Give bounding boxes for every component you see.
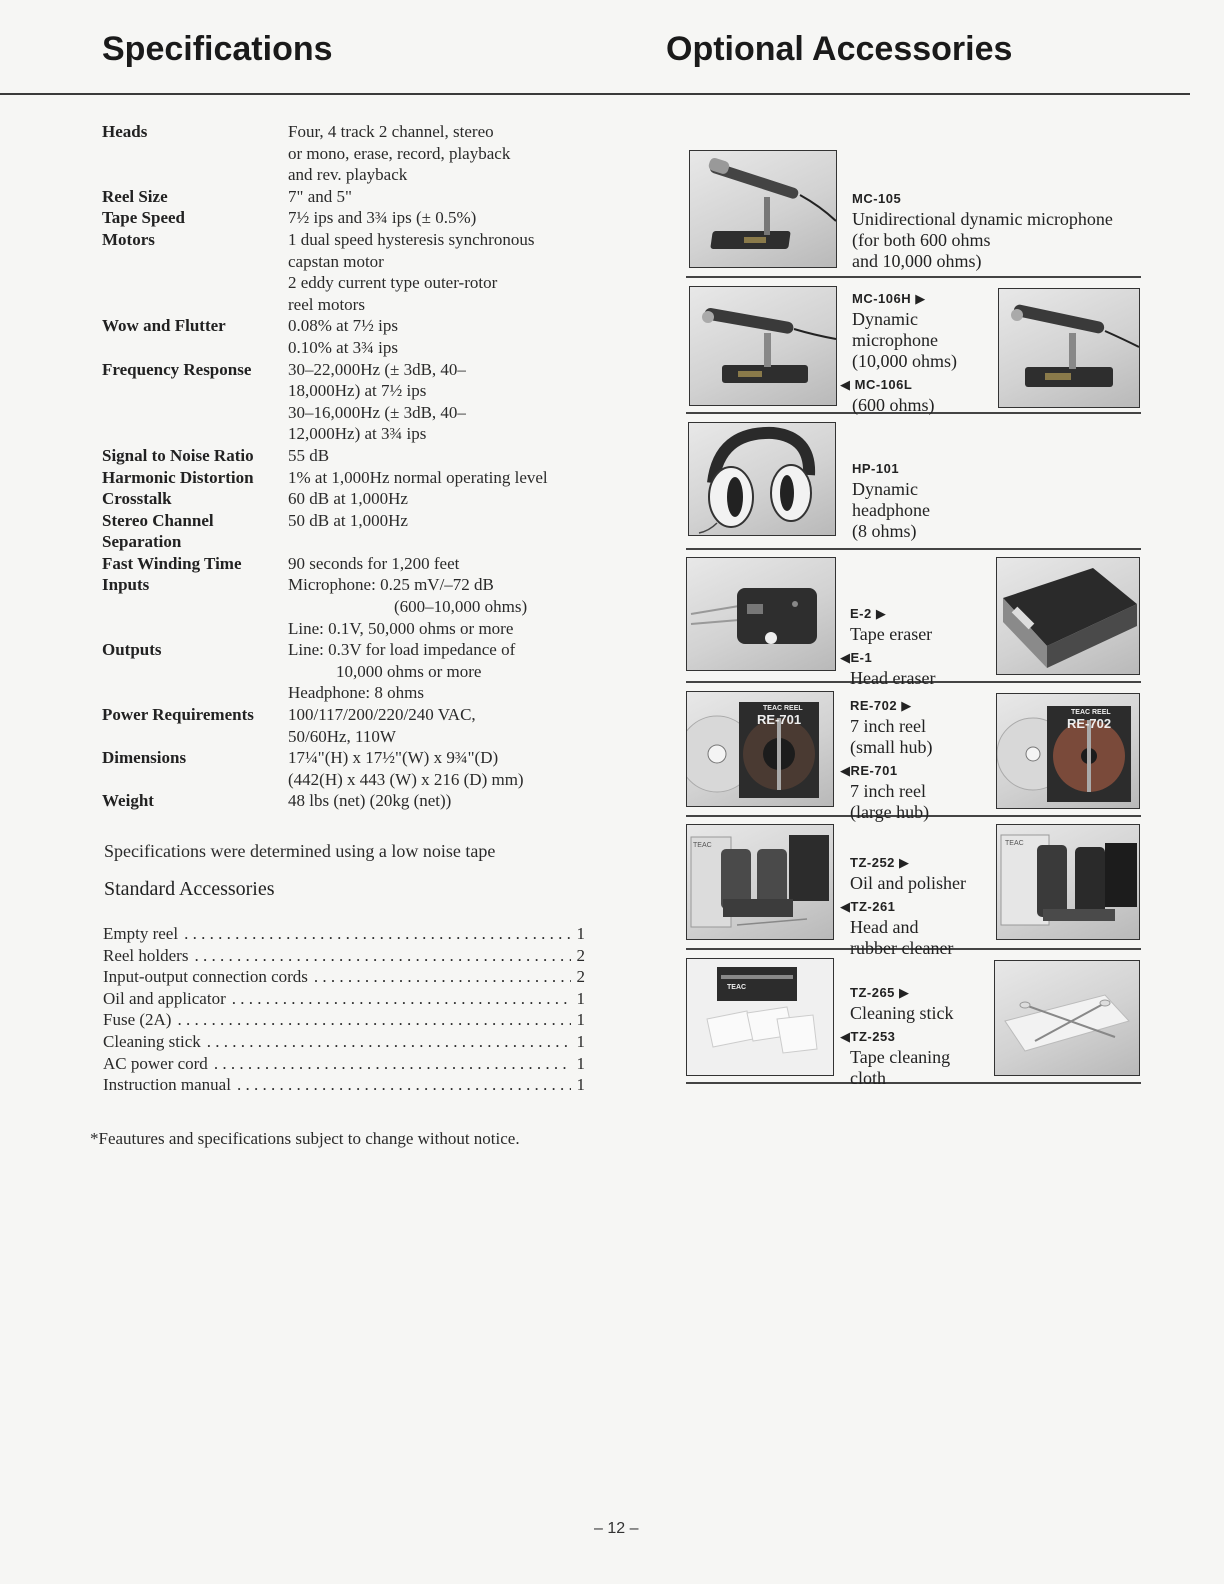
- reel-box-model: RE-702: [1067, 716, 1112, 731]
- microphone-icon: [999, 289, 1139, 407]
- headphone-icon: [689, 423, 835, 535]
- leader-dots: [314, 966, 571, 988]
- description-line: Oil and polisher: [850, 873, 966, 893]
- accessory-cleaners: [686, 822, 1141, 958]
- microphone-icon: [690, 287, 836, 405]
- microphone-photo: [689, 150, 837, 268]
- spec-label: [102, 510, 288, 553]
- spec-label: Power Requirements: [102, 705, 254, 725]
- model-code: MC-106H ▶: [852, 291, 926, 306]
- spec-label: Signal to Noise Ratio: [102, 445, 254, 465]
- spec-line: 30–16,000Hz (± 3dB, 40–: [288, 402, 466, 422]
- spec-row-inputs: [102, 574, 622, 639]
- spec-line: 100/117/200/220/240 VAC,: [288, 705, 476, 725]
- footnote: *Feautures and specifications subject to change without notice.: [90, 1129, 520, 1148]
- accessory-text: [840, 601, 936, 689]
- reel-icon: [997, 694, 1139, 808]
- spec-value: [288, 121, 622, 186]
- item-name: AC power cord: [103, 1053, 208, 1073]
- description-line: and 10,000 ohms): [852, 251, 982, 271]
- item-name: Instruction manual: [103, 1075, 231, 1095]
- description-line: (large hub): [850, 802, 930, 822]
- spec-row-signal-noise: [102, 445, 622, 467]
- spec-line: capstan motor: [288, 251, 384, 271]
- accessory-eraser: [686, 555, 1141, 688]
- description-line: (600 ohms): [852, 395, 935, 415]
- item-name: Fuse (2A): [103, 1010, 172, 1030]
- model-code: ◀RE-701: [840, 763, 898, 778]
- list-item: [103, 1074, 585, 1096]
- item-name: Cleaning stick: [103, 1031, 201, 1051]
- specifications-table: [102, 121, 622, 812]
- item-qty: 1: [576, 988, 585, 1008]
- leader-dots: [207, 1031, 571, 1053]
- leader-dots: [237, 1074, 571, 1096]
- model-code: ◀ MC-106L: [840, 377, 913, 392]
- item-name: Oil and applicator: [103, 988, 226, 1008]
- polisher-kit-photo: [996, 824, 1140, 940]
- reel-photo-re-702: [996, 693, 1140, 809]
- spec-value: [288, 445, 622, 467]
- spec-label: Weight: [102, 791, 154, 811]
- model-code: MC-105: [852, 191, 902, 206]
- accessory-cleaning-stick: [686, 956, 1141, 1088]
- headphone-photo: [688, 422, 836, 536]
- model-code: E-2 ▶: [850, 606, 887, 621]
- accessory-mc-106: [686, 284, 1141, 414]
- reel-box-brand: TEAC REEL: [763, 705, 803, 712]
- spec-row-dimensions: [102, 747, 622, 790]
- spec-label: Tape Speed: [102, 208, 185, 228]
- list-item: [103, 1053, 585, 1075]
- standard-accessories-title: Standard Accessories: [104, 878, 275, 900]
- spec-value: [288, 315, 622, 358]
- leader-dots: [177, 1009, 570, 1031]
- spec-value: [288, 574, 622, 639]
- reel-photo-re-701: [686, 691, 834, 807]
- spec-line: (442(H) x 443 (W) x 216 (D) mm): [288, 769, 524, 789]
- page-number: – 12 –: [594, 1520, 639, 1537]
- spec-line: 12,000Hz) at 3¾ ips: [288, 424, 427, 444]
- list-item: [103, 945, 585, 967]
- spec-line: 18,000Hz) at 7½ ips: [288, 381, 427, 401]
- kit-brand: TEAC: [727, 984, 747, 991]
- microphone-photo: [689, 286, 837, 406]
- reel-icon: [687, 692, 833, 806]
- spec-label: Wow and Flutter: [102, 316, 226, 336]
- leader-dots: [194, 945, 570, 967]
- spec-line: 0.08% at 7½ ips: [288, 316, 399, 336]
- spec-value: [288, 229, 622, 315]
- standard-accessories-list: [103, 923, 585, 1096]
- spec-row-crosstalk: [102, 488, 622, 510]
- spec-row-fast-winding: [102, 553, 622, 575]
- spec-row-harmonic-distortion: [102, 467, 622, 489]
- description-line: Head eraser: [850, 668, 936, 688]
- spec-row-tape-speed: [102, 207, 622, 229]
- spec-line: Microphone: 0.25 mV/–72 dB: [288, 575, 494, 595]
- spec-line: 17¼"(H) x 17½"(W) x 9¾"(D): [288, 748, 499, 768]
- spec-value: [288, 359, 622, 445]
- spec-line: reel motors: [288, 294, 365, 314]
- spec-line: or mono, erase, record, playback: [288, 143, 511, 163]
- accessory-text: [852, 186, 1113, 272]
- spec-line: 55 dB: [288, 445, 330, 465]
- accessory-reels: [686, 689, 1141, 822]
- microphone-icon: [690, 151, 836, 267]
- list-item: [103, 1031, 585, 1053]
- spec-row-frequency-response: [102, 359, 622, 445]
- cleaner-kit-photo: [686, 824, 834, 940]
- spec-row-channel-separation: [102, 510, 622, 553]
- cleaning-stick-icon: [995, 961, 1139, 1075]
- description-line: cloth: [850, 1068, 886, 1088]
- leader-dots: [184, 923, 570, 945]
- spec-row-power: [102, 704, 622, 747]
- kit-brand: TEAC: [1005, 840, 1024, 847]
- spec-label: Fast Winding Time: [102, 553, 242, 573]
- accessory-text: [840, 850, 966, 959]
- item-qty: 2: [576, 945, 585, 965]
- description-line: headphone: [852, 500, 930, 520]
- spec-label-line: Stereo Channel: [102, 510, 214, 530]
- item-name: Empty reel: [103, 924, 179, 943]
- spec-line: 10,000 ohms or more: [336, 661, 482, 681]
- list-item: [103, 1009, 585, 1031]
- list-item: [103, 923, 585, 945]
- description-line: 7 inch reel: [850, 781, 926, 801]
- cleaning-stick-photo: [994, 960, 1140, 1076]
- accessory-hp-101: [686, 420, 1141, 550]
- spec-line: Line: 0.3V for load impedance of: [288, 640, 516, 660]
- description-line: 7 inch reel: [850, 716, 926, 736]
- spec-line: Four, 4 track 2 channel, stereo: [288, 122, 494, 141]
- spec-line: 1% at 1,000Hz normal operating level: [288, 467, 548, 487]
- spec-line: 2 eddy current type outer-rotor: [288, 273, 498, 293]
- specifications-heading: Specifications: [102, 30, 333, 68]
- list-item: [103, 966, 585, 988]
- head-eraser-photo: [686, 557, 836, 671]
- spec-line: 30–22,000Hz (± 3dB, 40–: [288, 359, 466, 379]
- item-qty: 1: [576, 924, 585, 943]
- spec-row-outputs: [102, 639, 622, 704]
- item-qty: 2: [576, 967, 585, 987]
- spec-value: [288, 704, 622, 747]
- description-line: microphone: [852, 330, 938, 350]
- spec-label: Inputs: [102, 575, 150, 595]
- spec-label: Outputs: [102, 640, 162, 660]
- spec-label: Heads: [102, 122, 148, 141]
- spec-value: [288, 510, 622, 553]
- eraser-icon: [687, 558, 835, 670]
- item-qty: 1: [576, 1031, 585, 1051]
- model-code: TZ-265 ▶: [850, 985, 910, 1000]
- description-line: Cleaning stick: [850, 1003, 954, 1023]
- model-code: ◀TZ-261: [840, 899, 896, 914]
- accessory-text: [840, 980, 954, 1089]
- description-line: Head and: [850, 917, 919, 937]
- item-name: Reel holders: [103, 945, 189, 965]
- spec-row-motors: [102, 229, 622, 315]
- spec-value: [288, 553, 622, 575]
- spec-row-wow-flutter: [102, 315, 622, 358]
- accessory-text: [852, 456, 930, 542]
- spec-line: 90 seconds for 1,200 feet: [288, 553, 460, 573]
- header-rule: [0, 93, 1190, 95]
- item-qty: 1: [576, 1075, 585, 1095]
- model-code: RE-702 ▶: [850, 698, 912, 713]
- tape-eraser-photo: [996, 557, 1140, 675]
- spec-row-heads: [102, 121, 622, 186]
- kit-brand: TEAC: [693, 842, 712, 849]
- description-line: Dynamic: [852, 479, 918, 499]
- spec-value: [288, 186, 622, 208]
- model-code: ◀E-1: [840, 650, 873, 665]
- cloth-icon: [687, 959, 833, 1075]
- eraser-icon: [997, 558, 1139, 674]
- leader-dots: [232, 988, 571, 1010]
- spec-label-line: Separation: [102, 532, 182, 552]
- description-line: Unidirectional dynamic microphone: [852, 209, 1113, 229]
- reel-box-brand: TEAC REEL: [1071, 709, 1111, 716]
- spec-value: [288, 207, 622, 229]
- spec-line: 0.10% at 3¾ ips: [288, 337, 399, 357]
- spec-line: 50/60Hz, 110W: [288, 726, 396, 746]
- description-line: (8 ohms): [852, 521, 917, 541]
- spec-line: 60 dB at 1,000Hz: [288, 489, 408, 509]
- accessory-text: [840, 286, 957, 416]
- description-line: (10,000 ohms): [852, 351, 957, 371]
- cleaning-cloth-photo: [686, 958, 834, 1076]
- spec-value: [288, 488, 622, 510]
- microphone-photo: [998, 288, 1140, 408]
- model-code: ◀TZ-253: [840, 1029, 896, 1044]
- accessory-text: [840, 693, 933, 823]
- item-name: Input-output connection cords: [103, 967, 308, 987]
- spec-value: [288, 639, 622, 704]
- spec-line: 7½ ips and 3¾ ips (± 0.5%): [288, 208, 477, 228]
- item-qty: 1: [576, 1053, 585, 1073]
- spec-line: 7" and 5": [288, 186, 352, 206]
- spec-value: [288, 467, 622, 489]
- spec-line: 50 dB at 1,000Hz: [288, 510, 408, 530]
- reel-box-model: RE-701: [757, 712, 802, 727]
- description-line: Tape eraser: [850, 624, 933, 644]
- spec-line: 48 lbs (net) (20kg (net)): [288, 791, 452, 811]
- description-line: (small hub): [850, 737, 933, 757]
- spec-line: Line: 0.1V, 50,000 ohms or more: [288, 618, 514, 638]
- spec-value: [288, 790, 622, 812]
- spec-label: Motors: [102, 229, 155, 249]
- accessories-heading: Optional Accessories: [666, 30, 1013, 68]
- list-item: [103, 988, 585, 1010]
- spec-label: Crosstalk: [102, 489, 172, 509]
- description-line: Dynamic: [852, 309, 918, 329]
- spec-value: [288, 747, 622, 790]
- spec-line: (600–10,000 ohms): [394, 597, 528, 617]
- description-line: rubber cleaner: [850, 938, 954, 958]
- cleaner-icon: [687, 825, 833, 939]
- item-qty: 1: [576, 1010, 585, 1030]
- leader-dots: [214, 1053, 571, 1075]
- accessory-mc-105: [686, 148, 1141, 278]
- spec-label: Frequency Response: [102, 359, 252, 379]
- spec-line: and rev. playback: [288, 165, 408, 185]
- spec-label: Reel Size: [102, 186, 168, 206]
- spec-row-weight: [102, 790, 622, 812]
- polisher-icon: [997, 825, 1139, 939]
- spec-line: 1 dual speed hysteresis synchronous: [288, 229, 535, 249]
- model-code: HP-101: [852, 461, 900, 476]
- spec-row-reel-size: [102, 186, 622, 208]
- spec-label: Dimensions: [102, 748, 187, 768]
- spec-line: Headphone: 8 ohms: [288, 683, 424, 703]
- model-code: TZ-252 ▶: [850, 855, 910, 870]
- spec-note: Specifications were determined using a low noise tape: [104, 841, 496, 861]
- spec-label: Harmonic Distortion: [102, 467, 254, 487]
- description-line: (for both 600 ohms: [852, 230, 991, 250]
- description-line: Tape cleaning: [850, 1047, 951, 1067]
